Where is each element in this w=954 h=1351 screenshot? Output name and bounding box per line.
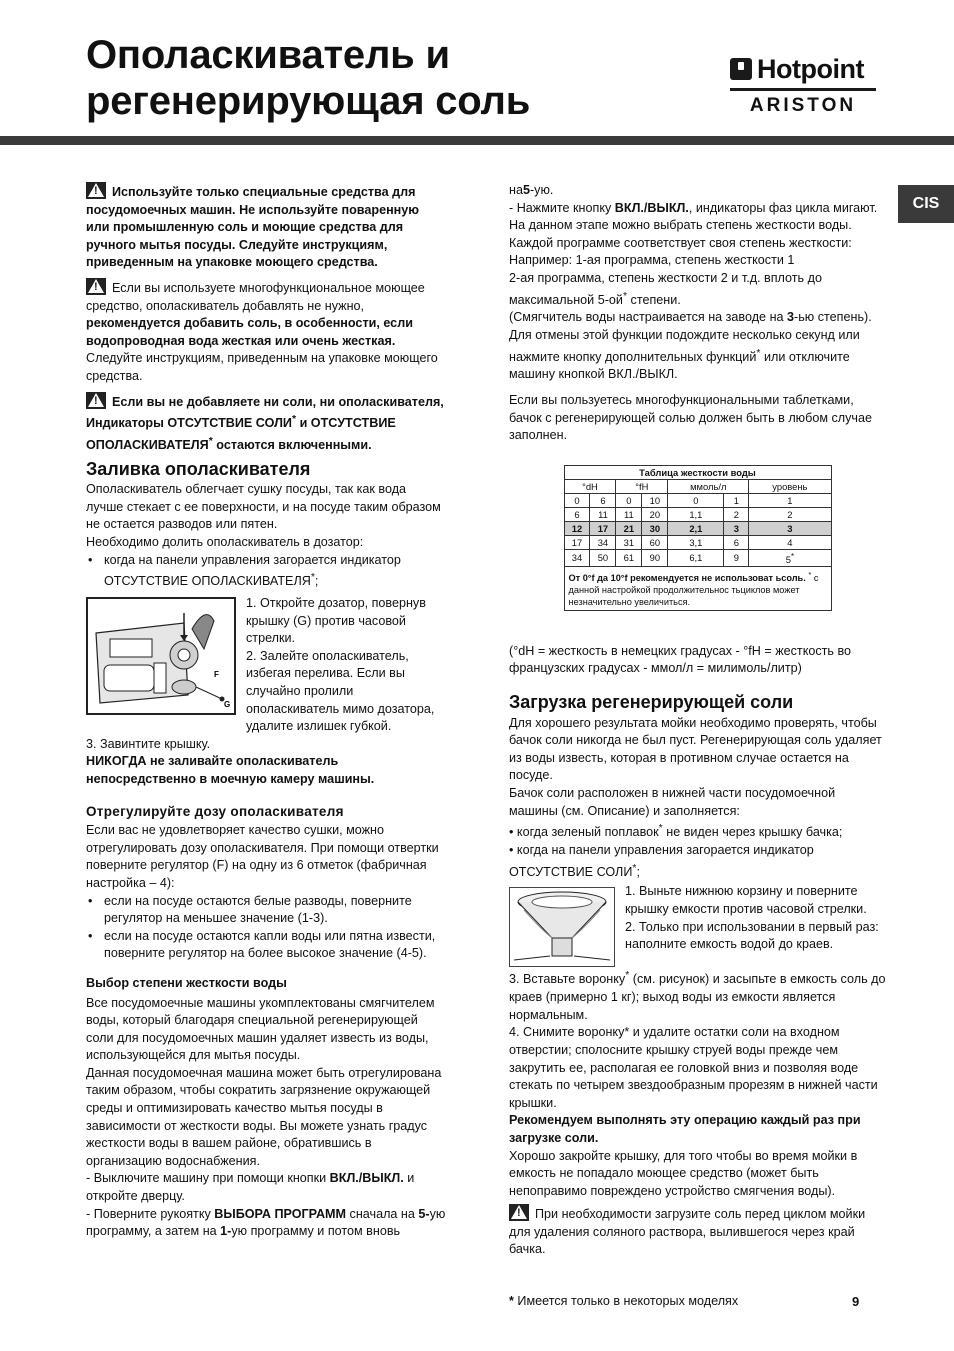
logo-divider: [730, 88, 876, 91]
title-line-2: регенерирующая соль: [86, 79, 531, 123]
press-a: - Нажмите кнопку: [509, 200, 612, 215]
table-cell: 3: [749, 521, 831, 535]
table-title: Таблица жесткости воды: [564, 465, 831, 479]
hotpoint-logo-icon: [730, 58, 752, 80]
cancel-paragraph: [509, 327, 886, 384]
on-off-label: ВКЛ./ВЫКЛ.: [329, 1171, 404, 1186]
salt-steps: [625, 883, 886, 967]
asterisk: *: [291, 413, 297, 426]
salt-step-2: 2. Только при использовании в первый раз: наполните емкость водой до краев.: [625, 919, 879, 952]
rinse-bullet: • когда на панели управления загорается индикатор ОТСУТСТВИЕ ОПОЛАСКИВАТЕЛЯ*;: [86, 552, 446, 591]
asterisk: *: [622, 289, 628, 302]
warning-2-text: Если вы используете многофункциональное моющее средство, ополаскиватель добавлять не нужно,: [86, 280, 425, 313]
title-line-1: Ополаскиватель и: [86, 33, 450, 77]
dose-heading: Отрегулируйте дозу ополаскивателя: [86, 803, 344, 819]
page-title: [86, 32, 530, 124]
salt-step-1: 1. Выньте нижнюю корзину и поверните крышку емкости против часовой стрелки.: [625, 884, 867, 916]
dispenser-drawing: [88, 599, 234, 713]
hardness-p4-e: ую программу, а затем на: [86, 1206, 446, 1239]
rinse-figure-row: [86, 595, 446, 736]
asterisk: *: [756, 346, 761, 359]
salt-recommend: Рекомендуем выполнять эту операцию каждый раз при загрузке соли.: [509, 1113, 861, 1145]
warning-icon: [86, 392, 106, 409]
hardness-table-wrap: [509, 465, 886, 611]
asterisk: *: [808, 569, 812, 579]
press-b: ВКЛ./ВЫКЛ.: [614, 200, 689, 215]
logo-brand: Hotpoint: [757, 53, 864, 84]
table-row: [564, 507, 831, 521]
table-cell: 30: [642, 521, 668, 535]
salt-bullet-2: • когда на панели управления загорается индикатор ОТСУТСТВИЕ СОЛИ*;: [509, 843, 814, 879]
salt-bullet-1: • когда зеленый поплавок* не виден через крышку бачка;: [509, 822, 843, 840]
rinse-heading: Заливка ополаскивателя: [86, 458, 311, 479]
asterisk: *: [632, 861, 637, 874]
table-header: ммоль/л: [668, 479, 749, 493]
rinse-dispenser-illustration: [86, 597, 236, 715]
table-note-rest: с данной настройкой продолжительнос тьциклов может незначительно увеличиться.: [568, 572, 819, 607]
table-cell: 0: [564, 493, 590, 507]
salt-b2: когда на панели управления загорается индикатор ОТСУТСТВИЕ СОЛИ: [509, 843, 814, 879]
table-cell: 2: [749, 507, 831, 521]
hardness-p4-c: сначала на: [349, 1206, 415, 1221]
table-cell: 10: [642, 493, 668, 507]
table-header: °dH: [564, 479, 616, 493]
hardness-p3: [86, 1170, 446, 1205]
footnote-text: Имеется только в некоторых моделях: [517, 1294, 739, 1308]
hardness-p4-a: - Поверните рукоятку: [86, 1206, 211, 1221]
table-cell: [749, 549, 831, 566]
rinse-step-3: 3. Завинтите крышку.: [86, 736, 211, 751]
hardness-p3-c: и откройте дверцу.: [86, 1171, 415, 1204]
asterisk: *: [790, 551, 794, 561]
dose-bullet-2: • если на посуде остаются капли воды или пятна извести, поверните регулятор на более высокое значение (4-5).: [86, 928, 446, 963]
factory-c: -ью степень).: [794, 310, 872, 325]
example-1: Например: 1-ая программа, степень жесткости 1: [509, 253, 795, 268]
program-selector-label: ВЫБОРА ПРОГРАММ: [214, 1206, 347, 1221]
salt-b1-b: не виден через крышку бачка;: [666, 825, 843, 840]
table-cell-value: 5: [785, 553, 791, 565]
table-row: [564, 493, 831, 507]
table-row-highlight: [564, 521, 831, 535]
tablets-paragraph: Если вы пользуетесь многофункциональными таблетками, бачок с регенерирующей солью должен быть в любом случае заполнен.: [509, 392, 872, 443]
table-note: [564, 566, 831, 610]
table-header: °fH: [616, 479, 668, 493]
factory-setting: [509, 309, 886, 327]
header-rule: [0, 136, 954, 145]
warning-1: [86, 182, 446, 272]
salt-p2: Бачок соли расположен в нижней части посудомоечной машины (см. Описание) и заполняется:: [509, 786, 836, 818]
warning-3-text-c: остаются включенными.: [216, 438, 372, 453]
salt-step-4: 4. Снимите воронку* и удалите остатки соли на входном отверстии; сполосните крышку струей воды прежде чем закрутить ее, располагая ее головкой вниз и позволяя воде стекать по четырем звездообразным прорезям в нижней части крышки.: [509, 1025, 878, 1110]
cont-a: на: [509, 183, 523, 197]
example-2-end: степени.: [630, 292, 681, 307]
warning-1-rest: Не используйте поваренную или промышленную соль и моющие средства для ручного мытья посуды. Следуйте инструкциям, приведенным на упаковке моющего средства.: [86, 202, 420, 270]
press-button-paragraph: [509, 200, 886, 253]
table-cell: 20: [642, 507, 668, 521]
warning-2-rest: Следуйте инструкциям, приведенным на упаковке моющего средства.: [86, 351, 438, 383]
right-column: [509, 182, 886, 1259]
hardness-p1: Все посудомоечные машины укомплектованы смягчителем воды, который благодаря специальной регенерирующей соли для посудомоечных машин удаляет известь из воды, использующейся для мытья посуды.: [86, 995, 435, 1063]
table-cell: 9: [724, 549, 749, 566]
asterisk: *: [310, 571, 315, 584]
table-cell: 1: [749, 493, 831, 507]
hardness-p3-a: - Выключите машину при помощи кнопки: [86, 1171, 327, 1186]
salt-s3-a: 3. Вставьте воронку: [509, 972, 626, 987]
warning-1-text: Используйте только специальные средства для посудомоечных машин.: [86, 185, 416, 217]
hardness-heading: Выбор степени жесткости воды: [86, 975, 287, 990]
salt-heading: Загрузка регенерирующей соли: [509, 692, 794, 713]
table-cell: 11: [616, 507, 642, 521]
logo-sub: ARISTON: [749, 95, 857, 116]
dose-paragraph: Если вас не удовлетворяет качество сушки, можно отрегулировать дозу ополаскивателя. При помощи отвертки поверните регулятор (F) на одну из 6 отметок (фабричная настройка – 4):: [86, 823, 439, 890]
hardness-p2: Данная посудомоечная машина может быть отрегулирована таким образом, чтобы сократить загрязнение окружающей среды и оптимизировать качество мытья посуды в зависимости от жесткости воды. Вы можете узнать градус жесткости воды в вашем районе, обратившись в организацию водоснабжения.: [86, 1065, 442, 1168]
table-cell: 6: [564, 507, 590, 521]
asterisk: *: [658, 822, 663, 835]
rinse-bullet-text: когда на панели управления загорается индикатор ОТСУТСТВИЕ ОПОЛАСКИВАТЕЛЯ: [104, 552, 401, 589]
asterisk: *: [509, 1294, 514, 1308]
table-row: [564, 549, 831, 566]
table-cell: 60: [642, 535, 668, 549]
warning-icon: [86, 182, 106, 199]
warning-2-bold: рекомендуется добавить соль, в особенности, если водопроводная вода жесткая или очень жесткая.: [86, 316, 413, 348]
rinse-steps: [246, 595, 446, 736]
cancel-end: или отключите машину кнопкой ВКЛ./ВЫКЛ.: [509, 349, 850, 382]
svg-text:F: F: [214, 670, 219, 680]
example-2-text: 2-ая программа, степень жесткости 2 и т.д. вплоть до максимальной 5-ой: [509, 270, 822, 307]
table-cell: 0: [616, 493, 642, 507]
warning-3-text-b: и ОТСУТСТВИЕ ОПОЛАСКИВАТЕЛЯ: [86, 416, 396, 453]
funnel-illustration: [509, 887, 615, 967]
salt-close: Хорошо закройте крышку, для того чтобы во время мойки в емкость не попадало моющее средство (может быть непоправимо повреждено устройство смягчения воды).: [509, 1148, 858, 1198]
continuation: [509, 182, 886, 200]
table-cell: 34: [564, 549, 590, 566]
hardness-table: [564, 465, 832, 611]
table-cell: 61: [616, 549, 642, 566]
table-note-bold: От 0°f да 10°f рекомендуется не использоват ьсоль.: [568, 572, 806, 583]
table-cell: 11: [590, 507, 616, 521]
table-cell: 3,1: [668, 535, 724, 549]
example-2: [509, 270, 886, 309]
hardness-p4-f: 1-: [220, 1224, 232, 1239]
cont-c: -ую.: [529, 183, 554, 197]
cancel-text: Для отмены этой функции подождите несколько секунд или нажмите кнопку дополнительных функций: [509, 327, 860, 364]
press-c: , индикаторы фаз цикла мигают. На данном этапе можно выбрать степень жесткости воды. Каждой программе соответствует своя степень жесткости:: [509, 200, 878, 250]
salt-p1: Для хорошего результата мойки необходимо проверять, чтобы бачок соли никогда не был пуст. Регенерирующая соль удаляет из воды известь, которая в противном случае остается на посуде.: [509, 715, 882, 783]
warning-icon: [509, 1204, 529, 1221]
svg-text:G: G: [224, 700, 231, 710]
left-column: [86, 182, 446, 1241]
funnel-drawing: [510, 888, 614, 966]
hardness-p4-g: ую программу и потом вновь: [231, 1224, 401, 1239]
warning-3: [86, 392, 446, 455]
factory-b: 3: [787, 310, 795, 325]
salt-s3-b: (см. рисунок) и засыпьте в емкость соль до краев (примерно 1 кг); выход воды из емкости является нормальным.: [509, 972, 886, 1022]
salt-warning: [509, 1204, 886, 1259]
table-row: [564, 535, 831, 549]
table-cell: 31: [616, 535, 642, 549]
warning-2: [86, 278, 446, 386]
salt-b1-a: когда зеленый поплавок: [516, 825, 659, 840]
hardness-p4: [86, 1206, 446, 1241]
table-cell: 1,1: [668, 507, 724, 521]
factory-a: (Смягчитель воды настраивается на заводе на: [509, 310, 784, 325]
warning-icon: [86, 278, 106, 295]
rinse-p1: Ополаскиватель облегчает сушку посуды, так как вода лучше стекает с ее поверхности, и на посуде таким образом не остается разводов или пятен.: [86, 482, 441, 532]
dose-bullet-1: • если на посуде остаются белые разводы, поверните регулятор на меньшее значение (1-3).: [86, 893, 446, 928]
salt-figure-row: [509, 883, 886, 967]
table-cell: 50: [590, 549, 616, 566]
table-cell: 1: [724, 493, 749, 507]
rinse-never: НИКОГДА не заливайте ополаскиватель непосредственно в моечную камеру машины.: [86, 754, 375, 786]
cont-b: 5: [522, 183, 530, 197]
footnote: [509, 1294, 738, 1308]
brand-logo: [730, 52, 876, 117]
table-header: уровень: [749, 479, 831, 493]
rinse-step-2: 2. Залейте ополаскиватель, избегая перелива. Если вы случайно пролили ополаскиватель мимо дозатора, удалите излишек губкой.: [246, 648, 435, 734]
page-number: 9: [852, 1294, 860, 1309]
table-cell: 2: [724, 507, 749, 521]
table-cell: 34: [590, 535, 616, 549]
table-cell: 0: [668, 493, 724, 507]
table-cell: 90: [642, 549, 668, 566]
language-tab: CIS: [898, 185, 954, 223]
salt-warning-text: При необходимости загрузите соль перед циклом мойки для удаления соляного раствора, вылившегося через край бачка.: [509, 1207, 866, 1257]
table-cell: 17: [564, 535, 590, 549]
table-cell: 17: [590, 521, 616, 535]
rinse-p2: Необходимо долить ополаскиватель в дозатор:: [86, 535, 364, 550]
table-cell: 4: [749, 535, 831, 549]
salt-step-3: [509, 967, 886, 1024]
asterisk: *: [208, 434, 213, 447]
units-paragraph: (°dH = жесткость в немецких градусах - °fH = жесткость во французских градусах - ммол/л = милимоль/литр): [509, 643, 852, 676]
table-cell: 6: [724, 535, 749, 549]
rinse-step-1: 1. Откройте дозатор, повернув крышку (G) против часовой стрелки.: [246, 596, 426, 646]
table-cell: 2,1: [668, 521, 724, 535]
hardness-p4-d: 5-: [418, 1206, 430, 1221]
table-cell: 12: [564, 521, 590, 535]
table-cell: 6,1: [668, 549, 724, 566]
warning-3-text: Если вы не добавляете ни соли, ни ополаскивателя, Индикаторы ОТСУТСТВИЕ СОЛИ: [86, 394, 444, 431]
asterisk: *: [625, 969, 630, 982]
table-cell: 21: [616, 521, 642, 535]
table-cell: 6: [590, 493, 616, 507]
table-cell: 3: [724, 521, 749, 535]
